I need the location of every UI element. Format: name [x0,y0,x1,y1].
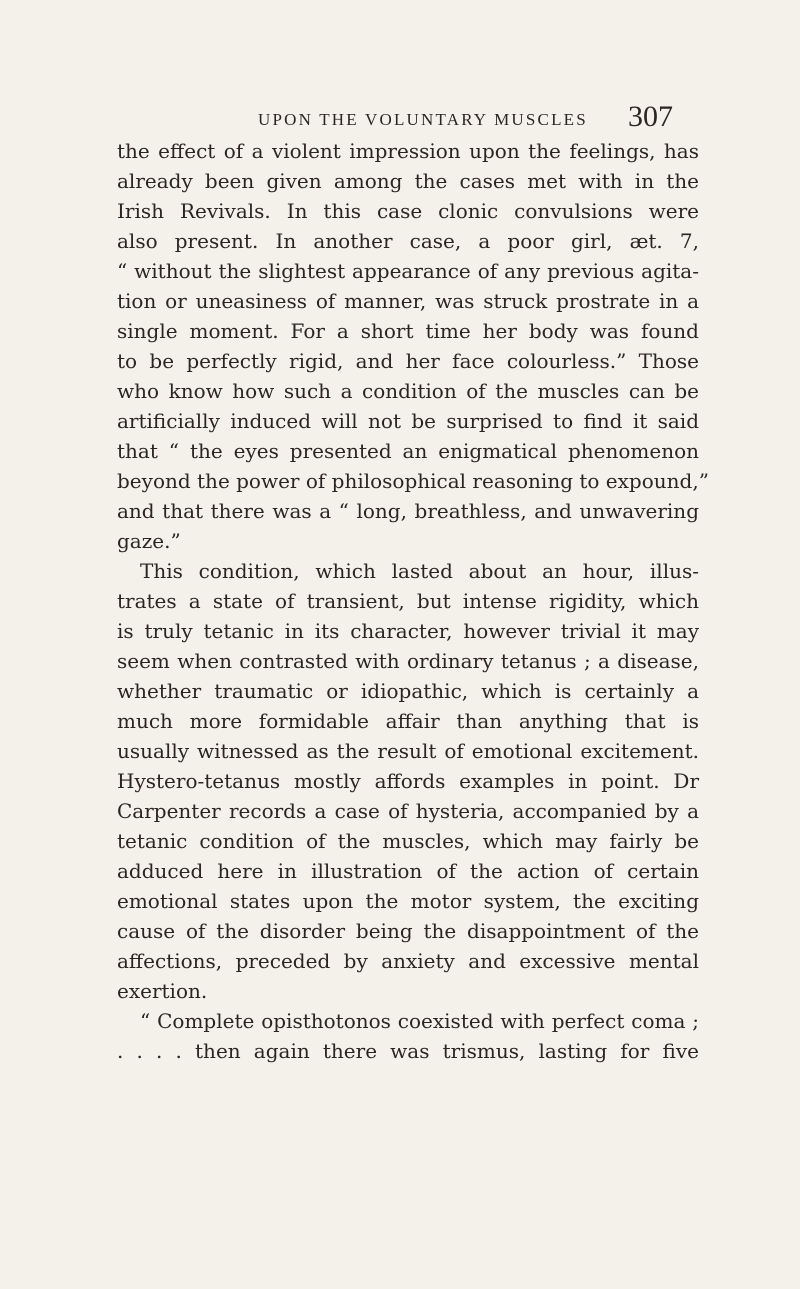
running-head: UPON THE VOLUNTARY MUSCLES [258,110,588,129]
text-line: Irish Revivals. In this case clonic convulsions were [117,199,699,223]
paragraph-first-line: This condition, which lasted about an hour, illus- [140,559,699,583]
text-line: Hystero-tetanus mostly affords examples in point. Dr [117,769,699,793]
text-line: who know how such a condition of the muscles can be [117,379,699,403]
text-line: gaze.” [117,529,181,553]
text-line: the effect of a violent impression upon the feelings, has [117,139,699,163]
text-line: tetanic condition of the muscles, which may fairly be [117,829,699,853]
text-line: is truly tetanic in its character, however trivial it may [117,619,699,643]
text-line: also present. In another case, a poor girl, æt. 7, [117,229,699,253]
text-line: single moment. For a short time her body was found [117,319,699,343]
text-line: adduced here in illustration of the action of certain [117,859,699,883]
page-number: 307 [628,100,673,133]
text-line: affections, preceded by anxiety and excessive mental [117,949,699,973]
text-line: already been given among the cases met with in the [117,169,699,193]
text-line: and that there was a “ long, breathless, and unwavering [117,499,699,523]
page-header [0,100,800,140]
text-line: tion or uneasiness of manner, was struck prostrate in a [117,289,699,313]
text-line: to be perfectly rigid, and her face colourless.” Those [117,349,699,373]
text-line: beyond the power of philosophical reasoning to expound,” [117,469,709,493]
text-line: much more formidable affair than anything that is [117,709,699,733]
text-line: usually witnessed as the result of emotional excitement. [117,739,699,763]
text-line: . . . . then again there was trismus, lasting for five [117,1039,699,1063]
text-line: emotional states upon the motor system, the exciting [117,889,699,913]
text-line: seem when contrasted with ordinary tetanus ; a disease, [117,649,699,673]
text-line: trates a state of transient, but intense rigidity, which [117,589,699,613]
text-line: artificially induced will not be surprised to find it said [117,409,699,433]
quote-first-line: “ Complete opisthotonos coexisted with perfect coma ; [140,1009,699,1033]
text-line: cause of the disorder being the disappointment of the [117,919,699,943]
text-line: Carpenter records a case of hysteria, accompanied by a [117,799,699,823]
text-line: whether traumatic or idiopathic, which is certainly a [117,679,699,703]
text-line: exertion. [117,979,208,1003]
text-line: “ without the slightest appearance of any previous agita- [117,259,699,283]
text-line: that “ the eyes presented an enigmatical phenomenon [117,439,699,463]
